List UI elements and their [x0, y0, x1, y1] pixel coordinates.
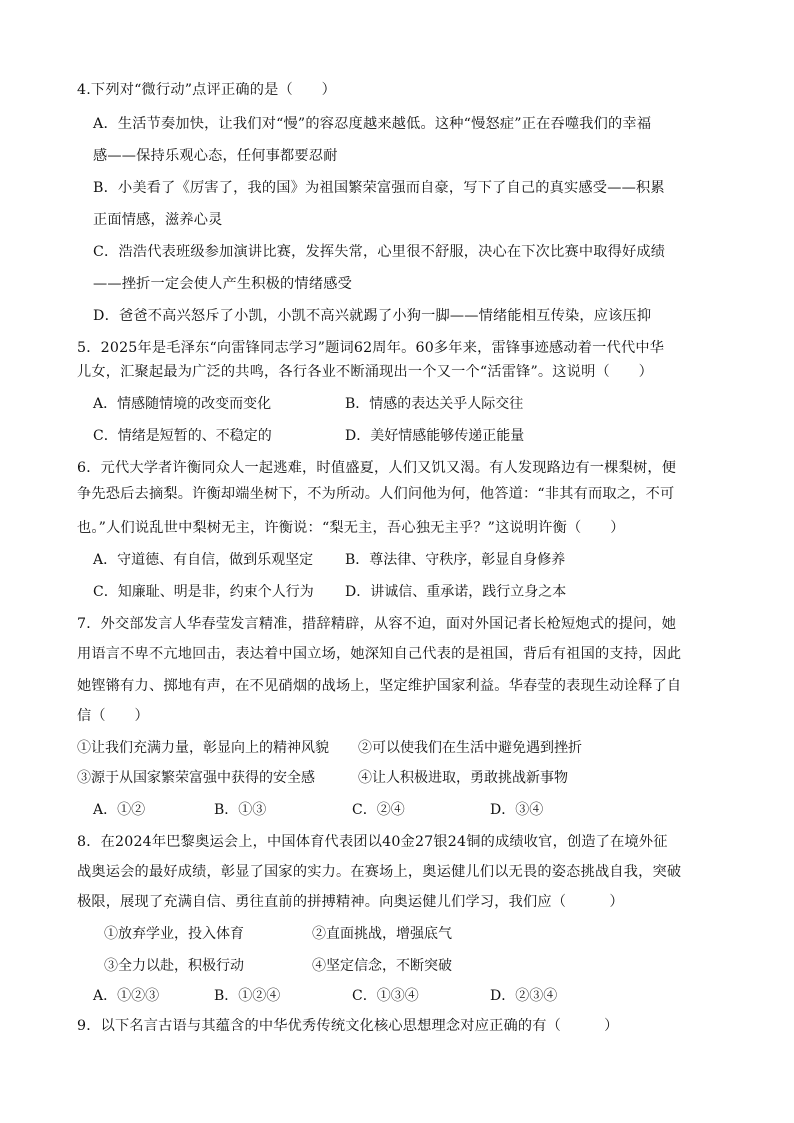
question-6-option-d: D．讲诚信、重承诺，践行立身之本: [345, 584, 567, 600]
question-5-option-c: C．情绪是短暂的、不稳定的: [93, 428, 272, 444]
question-7-stem-line-1: 7．外交部发言人华春莹发言精准，措辞精辟，从容不迫，面对外国记者长枪短炮式的提问，她: [77, 616, 677, 632]
question-8-stem-line-1: 8．在2024年巴黎奥运会上，中国体育代表团以40金27银24铜的成绩收官，创造了在境外征: [77, 834, 668, 850]
question-8-item-4: ④坚定信念，不断突破: [312, 958, 452, 974]
question-8-stem-line-3: 极限，展现了充满自信、勇往直前的拼搏精神。向奥运健儿们学习，我们应（ ）: [77, 894, 624, 910]
question-5-stem-line-1: 5．2025年是毛泽东“向雷锋同志学习”题词62周年。60多年来，雷锋事迹感动着一代代中华: [77, 340, 665, 356]
question-7-option-d: D．③④: [490, 802, 544, 818]
question-4-option-b-cont: 正面情感，滋养心灵: [93, 212, 223, 228]
question-7-item-2: ②可以使我们在生活中避免遇到挫折: [358, 740, 582, 756]
question-6-stem-line-3: 也。”人们说乱世中梨树无主，许衡说：“梨无主，吾心独无主乎？”这说明许衡（ ）: [77, 520, 625, 536]
question-5-stem-line-2: 儿女，汇聚起最为广泛的共鸣，各行各业不断涌现出一个又一个“活雷锋”。这说明（ ）: [77, 364, 654, 380]
question-4-option-c: C．浩浩代表班级参加演讲比赛，发挥失常，心里很不舒服，决心在下次比赛中取得好成绩: [93, 244, 666, 260]
question-8-item-1: ①放弃学业，投入体育: [104, 926, 244, 942]
question-7-item-1: ①让我们充满力量，彰显向上的精神风貌: [77, 740, 329, 756]
question-9-stem: 9．以下名言古语与其蕴含的中华优秀传统文化核心思想理念对应正确的有（ ）: [77, 1018, 619, 1034]
question-7-option-a: A．①②: [93, 802, 146, 818]
question-4-option-a-cont: 感——保持乐观心态，任何事都要忍耐: [93, 148, 338, 164]
question-7-option-c: C．②④: [352, 802, 405, 818]
question-7-item-3: ③源于从国家繁荣富强中获得的安全感: [77, 770, 315, 786]
question-4-option-a: A．生活节奏加快，让我们对“慢”的容忍度越来越低。这种“慢怒症”正在吞噬我们的幸福: [93, 116, 652, 132]
question-4-option-b: B．小美看了《厉害了，我的国》为祖国繁荣富强而自豪，写下了自己的真实感受——积累: [93, 180, 665, 196]
question-7-stem-line-3: 她铿锵有力、掷地有声，在不见硝烟的战场上，坚定维护国家利益。华春莹的表现生动诠释了自: [77, 678, 682, 694]
question-7-stem-line-4: 信（ ）: [77, 708, 149, 724]
question-8-option-a: A．①②③: [93, 988, 160, 1004]
question-8-item-3: ③全力以赴，积极行动: [104, 958, 244, 974]
question-5-option-d: D．美好情感能够传递正能量: [345, 428, 525, 444]
question-8-option-c: C．①③④: [352, 988, 419, 1004]
question-6-option-a: A．守道德、有自信，做到乐观坚定: [93, 552, 314, 568]
question-8-item-2: ②直面挑战，增强底气: [312, 926, 452, 942]
question-7-stem-line-2: 用语言不卑不亢地回击，表达着中国立场，她深知自己代表的是祖国，背后有祖国的支持，因此: [77, 646, 682, 662]
question-6-stem-line-2: 争先恐后去摘梨。许衡却端坐树下，不为所动。人们问他为何，他答道：“非其有而取之，不可: [77, 486, 675, 502]
question-8-stem-line-2: 战奥运会的最好成绩，彰显了国家的实力。在赛场上，奥运健儿们以无畏的姿态挑战自我，突破: [77, 864, 682, 880]
question-8-option-b: B．①②④: [214, 988, 281, 1004]
question-4-stem: 4.下列对“微行动”点评正确的是（ ）: [77, 82, 337, 98]
question-6-option-c: C．知廉耻、明是非，约束个人行为: [93, 584, 314, 600]
question-5-option-a: A．情感随情境的改变而变化: [93, 396, 272, 412]
question-6-option-b: B．尊法律、守秩序，彰显自身修养: [345, 552, 566, 568]
question-7-option-b: B．①③: [214, 802, 267, 818]
question-4-option-c-cont: ——挫折一定会使人产生积极的情绪感受: [93, 276, 352, 292]
question-6-stem-line-1: 6．元代大学者许衡同众人一起逃难，时值盛夏，人们又饥又渴。有人发现路边有一棵梨树，便: [77, 460, 677, 476]
question-8-option-d: D．②③④: [490, 988, 558, 1004]
question-4-option-d: D．爸爸不高兴怒斥了小凯，小凯不高兴就踢了小狗一脚——情绪能相互传染，应该压抑: [93, 308, 652, 324]
question-5-option-b: B．情感的表达关乎人际交往: [345, 396, 524, 412]
question-7-item-4: ④让人积极进取，勇敢挑战新事物: [358, 770, 568, 786]
